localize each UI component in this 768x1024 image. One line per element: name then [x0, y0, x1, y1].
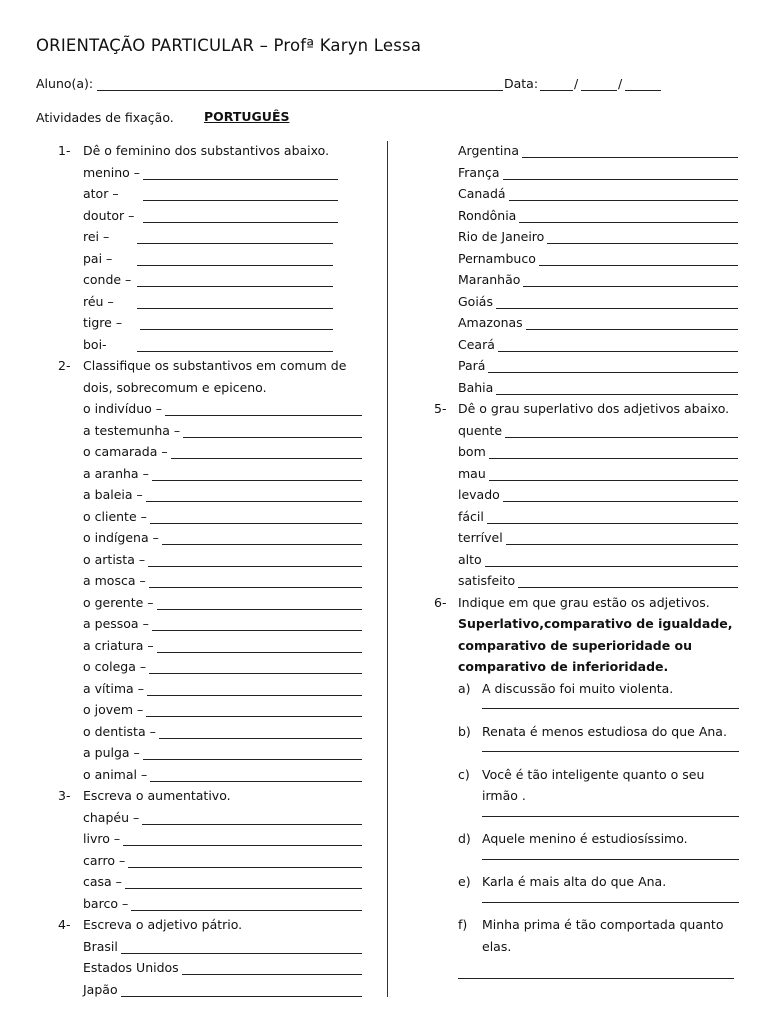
grade-options: Superlativo,comparativo de igualdade, [458, 616, 733, 631]
word-label: o gerente – [83, 594, 154, 610]
answer-line[interactable] [505, 437, 738, 438]
sentence: Karla é mais alta do que Ana. [482, 874, 667, 889]
answer-line[interactable] [125, 888, 362, 889]
answer-line[interactable] [137, 243, 333, 244]
word-label: Bahia [458, 379, 494, 395]
word-label: a vítima – [83, 680, 144, 696]
question-prompt: Indique em que grau estão os adjetivos. [458, 594, 710, 610]
word-label: a baleia – [83, 487, 143, 502]
student-name-line[interactable] [97, 90, 503, 91]
word-label: doutor – [83, 207, 135, 223]
answer-line[interactable] [143, 200, 338, 201]
answer-line[interactable] [487, 523, 738, 524]
word-label: tigre – [83, 315, 123, 330]
answer-line[interactable] [146, 716, 362, 717]
word-label: a criatura – [83, 637, 154, 653]
word-label: conde – [83, 272, 132, 287]
date-day-line[interactable] [540, 90, 573, 91]
date-slash-1: / [574, 76, 579, 91]
answer-line[interactable] [152, 480, 362, 481]
word-label: o indígena – [83, 530, 159, 545]
word-label: barco – [83, 895, 129, 911]
answer-line[interactable] [165, 415, 362, 416]
word-label: quente [458, 422, 503, 438]
word-label: Pernambuco [458, 250, 536, 266]
answer-line[interactable] [496, 308, 738, 309]
answer-line[interactable] [159, 738, 362, 739]
answer-line[interactable] [503, 501, 738, 502]
word-label: Goiás [458, 293, 493, 309]
column-divider [387, 141, 388, 997]
answer-line[interactable] [547, 243, 738, 244]
answer-line[interactable] [496, 394, 738, 395]
answer-line[interactable] [171, 458, 362, 459]
answer-line[interactable] [522, 157, 738, 158]
word-label: o camarada – [83, 444, 168, 459]
word-label: Rondônia [458, 207, 517, 223]
answer-line[interactable] [458, 978, 734, 979]
page-title: ORIENTAÇÃO PARTICULAR – Profª Karyn Lessa [36, 36, 422, 55]
word-label: pai – [83, 250, 113, 266]
word-label: o cliente – [83, 508, 147, 524]
sentence: Minha prima é tão comportada quanto [482, 917, 724, 932]
item-letter: e) [458, 874, 471, 889]
answer-line[interactable] [150, 781, 362, 782]
word-label: réu – [83, 293, 114, 309]
question-prompt: Escreva o aumentativo. [83, 788, 231, 803]
word-label: Pará [458, 358, 486, 373]
word-label: o jovem – [83, 702, 144, 717]
grade-options: comparativo de superioridade ou [458, 637, 693, 653]
question-number: 6- [434, 594, 447, 610]
word-label: o indivíduo – [83, 401, 163, 416]
answer-line[interactable] [131, 910, 362, 911]
word-label: Rio de Janeiro [458, 229, 545, 244]
answer-line[interactable] [143, 222, 338, 223]
answer-line[interactable] [183, 437, 362, 438]
word-label: Japão [83, 981, 118, 997]
answer-line[interactable] [148, 566, 362, 567]
item-letter: b) [458, 723, 471, 739]
answer-line[interactable] [149, 673, 362, 674]
word-label: o colega – [83, 659, 147, 674]
question-number: 2- [58, 358, 71, 373]
sentence: irmão . [482, 788, 526, 803]
sentence: Aquele menino é estudiosíssimo. [482, 831, 688, 846]
answer-line[interactable] [498, 351, 738, 352]
student-label: Aluno(a): [36, 76, 94, 91]
word-label: casa – [83, 874, 122, 889]
date-slash-2: / [618, 76, 623, 91]
item-letter: c) [458, 766, 470, 782]
word-label: Canadá [458, 186, 506, 201]
word-label: menino – [83, 164, 141, 180]
answer-line[interactable] [128, 867, 362, 868]
answer-line[interactable] [523, 286, 738, 287]
word-label: terrível [458, 530, 503, 545]
item-letter: a) [458, 680, 471, 696]
word-label: o animal – [83, 766, 148, 782]
answer-line[interactable] [140, 329, 333, 330]
word-label: ator – [83, 186, 119, 201]
word-label: Maranhão [458, 272, 521, 287]
word-label: a pulga – [83, 745, 140, 760]
question-number: 3- [58, 788, 71, 803]
question-prompt: Classifique os substantivos em comum de [83, 358, 347, 373]
word-label: levado [458, 487, 500, 502]
answer-line[interactable] [526, 329, 738, 330]
answer-line[interactable] [489, 480, 738, 481]
answer-line[interactable] [488, 372, 738, 373]
word-label: o dentista – [83, 723, 156, 739]
word-label: boi- [83, 336, 107, 352]
answer-line[interactable] [142, 824, 362, 825]
question-number: 1- [58, 143, 71, 158]
answer-line[interactable] [157, 652, 362, 653]
question-number: 5- [434, 401, 447, 416]
answer-line[interactable] [482, 859, 739, 860]
question-number: 4- [58, 917, 71, 932]
word-label: chapéu – [83, 809, 140, 825]
sentence: elas. [482, 938, 512, 954]
date-month-line[interactable] [581, 90, 617, 91]
answer-line[interactable] [518, 587, 738, 588]
answer-line[interactable] [485, 566, 738, 567]
answer-line[interactable] [539, 265, 738, 266]
grade-options: comparativo de inferioridade. [458, 659, 669, 674]
answer-line[interactable] [509, 200, 738, 201]
question-prompt: Dê o feminino dos substantivos abaixo. [83, 143, 330, 158]
word-label: livro – [83, 831, 121, 846]
answer-line[interactable] [162, 544, 362, 545]
word-label: bom [458, 444, 486, 459]
word-label: a pessoa – [83, 616, 149, 631]
word-label: mau [458, 465, 486, 481]
item-letter: f) [458, 917, 468, 932]
date-year-line[interactable] [625, 90, 661, 91]
answer-line[interactable] [147, 695, 362, 696]
word-label: Amazonas [458, 315, 523, 330]
answer-line[interactable] [137, 286, 333, 287]
question-prompt: Escreva o adjetivo pátrio. [83, 917, 243, 932]
answer-line[interactable] [152, 630, 362, 631]
word-label: a mosca – [83, 573, 146, 588]
answer-line[interactable] [146, 501, 362, 502]
word-label: alto [458, 551, 482, 567]
answer-line[interactable] [482, 816, 739, 817]
word-label: fácil [458, 508, 484, 524]
answer-line[interactable] [150, 523, 362, 524]
item-letter: d) [458, 831, 471, 846]
answer-line[interactable] [482, 902, 739, 903]
sentence: Você é tão inteligente quanto o seu [482, 766, 705, 782]
word-label: França [458, 164, 500, 180]
word-label: Brasil [83, 938, 118, 954]
question-prompt: Dê o grau superlativo dos adjetivos abaixo. [458, 401, 730, 416]
word-label: carro – [83, 852, 126, 868]
answer-line[interactable] [519, 222, 738, 223]
answer-line[interactable] [149, 587, 362, 588]
question-prompt: dois, sobrecomum e epiceno. [83, 379, 267, 395]
answer-line[interactable] [506, 544, 738, 545]
answer-line[interactable] [182, 974, 362, 975]
answer-line[interactable] [121, 996, 362, 997]
word-label: satisfeito [458, 573, 516, 588]
answer-line[interactable] [137, 351, 333, 352]
answer-line[interactable] [157, 609, 362, 610]
activities-label: Atividades de fixação. [36, 110, 174, 125]
answer-line[interactable] [137, 265, 333, 266]
answer-line[interactable] [482, 751, 739, 752]
subject-heading: PORTUGUÊS [204, 109, 290, 124]
answer-line[interactable] [503, 179, 738, 180]
sentence: A discussão foi muito violenta. [482, 680, 674, 696]
date-label: Data: [504, 76, 539, 91]
answer-line[interactable] [482, 708, 739, 709]
word-label: Estados Unidos [83, 960, 179, 975]
answer-line[interactable] [137, 308, 333, 309]
word-label: Ceará [458, 336, 495, 352]
sentence: Renata é menos estudiosa do que Ana. [482, 723, 727, 739]
answer-line[interactable] [123, 845, 362, 846]
answer-line[interactable] [121, 953, 362, 954]
word-label: o artista – [83, 551, 146, 567]
word-label: rei – [83, 229, 110, 244]
answer-line[interactable] [489, 458, 738, 459]
word-label: Argentina [458, 143, 519, 158]
answer-line[interactable] [143, 759, 362, 760]
word-label: a aranha – [83, 465, 149, 481]
word-label: a testemunha – [83, 422, 181, 438]
answer-line[interactable] [143, 179, 338, 180]
